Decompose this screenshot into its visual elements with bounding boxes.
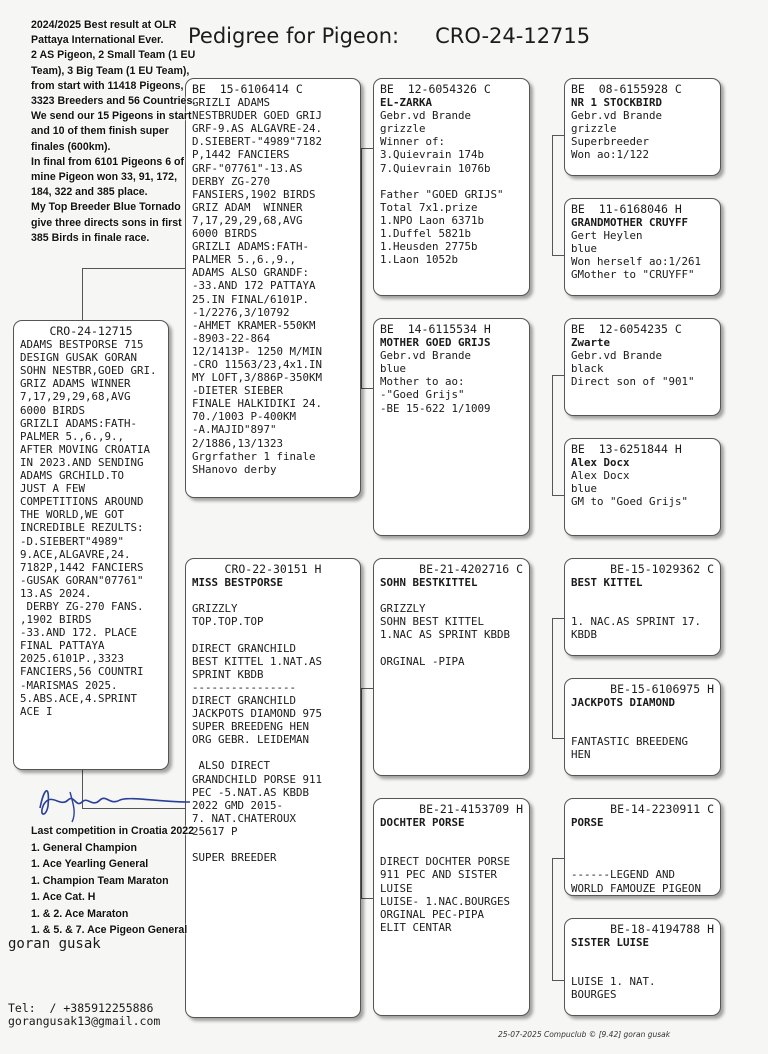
pedigree-text-line: SOHN BEST KITTEL <box>380 615 485 629</box>
pedigree-text-line: GRIZZLY <box>380 602 426 616</box>
pedigree-text-line: -GUSAK GORAN"07761" <box>20 573 144 587</box>
contact-tel: Tel: / +385912255886 <box>8 1001 154 1015</box>
pedigree-text-line: ADAMS ALSO GRANDF: <box>192 266 310 280</box>
sire-sire-name: EL-ZARKA <box>380 96 433 110</box>
pedigree-text-line: FANTASTIC BREEDENG <box>571 735 689 749</box>
dam-sire-ring: BE-21-4202716 C <box>419 562 523 576</box>
pedigree-text-line: -33.AND 172 PATTAYA <box>192 279 316 293</box>
pedigree-text-line <box>192 838 354 851</box>
pedigree-text-line: SUPER BREEDENG HEN <box>192 720 310 734</box>
pedigree-text-line: 1.NPO Laon 6371b <box>380 213 485 227</box>
pedigree-text-line: Winner of: <box>380 135 446 149</box>
pedigree-text-line: HEN <box>571 748 591 762</box>
pedigree-text-line <box>571 829 714 842</box>
pedigree-text-line <box>380 175 523 188</box>
pedigree-text-line: 1.Laon 1052b <box>380 253 459 267</box>
pedigree-text-line: ADAMS BESTPORSE 715 <box>20 338 144 352</box>
pedigree-text-line <box>571 842 714 855</box>
pedigree-text-line: SPRINT KBDB <box>192 667 264 681</box>
pedigree-text-line: GRANDCHILD PORSE 911 <box>192 772 323 786</box>
pedigree-text-line: 2022 GMD 2015- <box>192 798 284 812</box>
pedigree-text-line: -BE 15-622 1/1009 <box>380 401 491 415</box>
note-line: In final from 6101 Pigeons 6 of <box>31 155 185 168</box>
pedigree-text-line <box>192 589 354 602</box>
note-line: from start with 11418 Pigeons, <box>31 79 184 92</box>
pedigree-text-line: -8903-22-864 <box>192 331 271 345</box>
pedigree-text-line: INCREDIBLE REZULTS: <box>20 521 144 535</box>
pedigree-text-line: 12/1413P- 1250 M/MIN <box>192 344 323 358</box>
pedigree-text-line: GRIZLI ADAMS <box>192 96 271 110</box>
pedigree-text-line: ACE I <box>20 704 53 718</box>
pedigree-text-line: GRIZZLY <box>192 602 238 616</box>
pedigree-text-line: Gebr.vd Brande <box>380 349 472 363</box>
pedigree-text-line: -AHMET KRAMER-550KM <box>192 318 316 332</box>
achievement-item: Last competition in Croatia 2022 <box>31 825 195 837</box>
footer-credits: 25-07-2025 Compuclub © [9.42] goran gusak <box>498 1030 671 1039</box>
pedigree-text-line: DIRECT GRANCHILD <box>192 641 297 655</box>
dds-info <box>571 829 714 894</box>
connector-line <box>361 148 362 388</box>
pedigree-text-line: 25617 P <box>192 824 238 838</box>
pedigree-text-line: IN 2023.AND SENDING <box>20 455 144 469</box>
note-line: 2024/2025 Best result at OLR <box>31 19 177 31</box>
sire-sire-sire-card <box>564 78 721 176</box>
pedigree-text-line: DIRECT GRANCHILD <box>192 693 297 707</box>
pedigree-text-line: 3.Quievrain 174b <box>380 148 485 162</box>
pedigree-text-line: 2025.6101P.,3323 <box>20 652 125 666</box>
connector-line <box>552 618 553 738</box>
pedigree-text-line <box>571 709 714 722</box>
pedigree-text-line: 9.ACE,ALGAVRE,24. <box>20 547 131 561</box>
pedigree-text-line: LUISE <box>380 881 413 895</box>
sdd-ring: BE 13-6251844 H <box>571 442 682 456</box>
pedigree-text-line: Mother to ao: <box>380 375 465 389</box>
pedigree-text-line: 1.Heusden 2775b <box>380 240 478 254</box>
owner-name: goran gusak <box>8 936 101 952</box>
dam-name: MISS BESTPORSE <box>192 576 284 590</box>
dss-info <box>571 589 714 641</box>
pedigree-text-line: BOURGES <box>571 988 617 1002</box>
note-line: Pattaya International Ever. <box>31 34 164 47</box>
sds-ring: BE 12-6054235 C <box>571 322 682 336</box>
pedigree-text-line: 1.Duffel 5821b <box>380 227 472 241</box>
pedigree-text-line <box>192 628 354 641</box>
sire-sire-card <box>373 78 530 296</box>
connector-line <box>82 268 83 320</box>
note-line: We send our 15 Pigeons in start <box>31 110 192 123</box>
pedigree-text-line: -D.SIEBERT"4989" <box>20 534 125 548</box>
pedigree-text-line: grizzle <box>571 122 617 136</box>
note-line: mine Pigeon won 33, 91, 172, <box>31 171 178 184</box>
pedigree-text-line <box>192 746 354 759</box>
pedigree-text-line: Direct son of "901" <box>571 375 695 389</box>
dam-dam-name: DOCHTER PORSE <box>380 816 465 830</box>
pedigree-text-line: 7182P,1442 FANCIERS <box>20 560 144 574</box>
sire-dam-sire-card <box>564 318 721 416</box>
pedigree-text-line: Grgrfather 1 finale <box>192 449 316 463</box>
note-line: My Top Breeder Blue Tornado <box>31 201 181 214</box>
sire-sire-dam-card <box>564 198 721 296</box>
pedigree-text-line: Gebr.vd Brande <box>571 109 663 123</box>
pedigree-text-line: GRF-"07761"-13.AS <box>192 161 303 175</box>
pedigree-text-line: GRIZLI ADAMS:FATH- <box>20 416 138 430</box>
pedigree-text-line: ADAMS GRCHILD.TO <box>20 469 125 483</box>
pedigree-text-line: BEST KITTEL 1.NAT.AS <box>192 654 323 668</box>
note-line: 184, 322 and 385 place. <box>31 186 148 199</box>
dam-dam-ring: BE-21-4153709 H <box>419 802 523 816</box>
dds-name: PORSE <box>571 816 604 830</box>
pedigree-text-line: DERBY ZG-270 <box>192 174 271 188</box>
dam-sire-card <box>373 558 530 776</box>
pedigree-text-line: -"Goed Grijs" <box>380 388 465 402</box>
dsd-info <box>571 709 714 761</box>
pedigree-text-line: 6000 BIRDS <box>192 227 258 241</box>
sss-name: NR 1 STOCKBIRD <box>571 96 663 110</box>
pedigree-text-line: Superbreeder <box>571 135 650 149</box>
note-line: finales (600km). <box>31 140 111 153</box>
pedigree-text-line: blue <box>380 362 407 376</box>
achievement-item: 1. Ace Cat. H <box>31 891 96 903</box>
dam-sire-name: SOHN BESTKITTEL <box>380 576 478 590</box>
pedigree-text-line: LUISE- 1.NAC.BOURGES <box>380 894 511 908</box>
connector-line <box>552 135 553 255</box>
connector-line <box>82 268 186 269</box>
title-pigeon-id: CRO-24-12715 <box>435 24 591 48</box>
pedigree-text-line: Gebr.vd Brande <box>380 109 472 123</box>
pedigree-text-line: 7,17,29,29,68,AVG <box>20 390 131 404</box>
achievements-list <box>31 823 194 939</box>
pedigree-text-line: -MARISMAS 2025. <box>20 678 118 692</box>
pedigree-text-line: -A.MAJID"897" <box>192 423 277 437</box>
pedigree-text-line: D.SIEBERT-"4989"7182 <box>192 135 323 149</box>
sdd-name: Alex Docx <box>571 456 630 470</box>
dam-dam-info <box>380 829 523 934</box>
dam-sire-info <box>380 589 523 668</box>
pedigree-text-line: DESIGN GUSAK GORAN <box>20 351 138 365</box>
achievement-item: 1. Champion Team Maraton <box>31 874 169 887</box>
note-line: 3323 Breeders and 56 Countries. <box>31 95 196 108</box>
pedigree-text-line <box>380 842 523 855</box>
pedigree-text-line: grizzle <box>380 122 426 136</box>
subject-ring: CRO-24-12715 <box>49 324 133 338</box>
pedigree-text-line: ALSO DIRECT <box>192 759 271 773</box>
contact-info <box>8 1002 160 1028</box>
ssd-ring: BE 11-6168046 H <box>571 202 682 216</box>
sdd-info <box>571 469 714 508</box>
pedigree-text-line: GRIZ ADAMS WINNER <box>20 377 131 391</box>
dam-dam-dam-card <box>564 918 721 1016</box>
dsd-name: JACKPOTS DIAMOND <box>571 696 676 710</box>
pedigree-text-line: DERBY ZG-270 FANS. <box>20 599 144 613</box>
pedigree-text-line <box>380 829 523 842</box>
pedigree-text-line: P,1442 FANCIERS <box>192 148 290 162</box>
note-line: Team), 3 Big Team (1 EU Team), <box>31 64 190 77</box>
pedigree-text-line: DIRECT DOCHTER PORSE <box>380 855 511 869</box>
pedigree-text-line: FINALE HALKIDIKI 24. <box>192 397 323 411</box>
pedigree-text-line: PALMER 5.,6.,9., <box>20 429 125 443</box>
pedigree-text-line <box>571 855 714 868</box>
sire-sire-ring: BE 12-6054326 C <box>380 82 491 96</box>
pedigree-text-line: FANSIERS,1902 BIRDS <box>192 187 316 201</box>
pedigree-text-line: ELIT CENTAR <box>380 920 452 934</box>
pedigree-text-line: Won ao:1/122 <box>571 148 650 162</box>
sire-dam-card <box>373 318 530 536</box>
connector-line <box>361 688 362 898</box>
pedigree-text-line: 1. NAC.AS SPRINT 17. <box>571 615 702 629</box>
sire-sire-info <box>380 109 523 266</box>
pedigree-text-line: FINAL PATTAYA <box>20 639 105 653</box>
dam-dam-card <box>373 798 530 1016</box>
pedigree-text-line: 911 PEC AND SISTER <box>380 868 498 882</box>
dsd-ring: BE-15-6106975 H <box>610 682 714 696</box>
pedigree-text-line: LUISE 1. NAT. <box>571 975 656 989</box>
pedigree-text-line: FANCIERS,56 COUNTRI <box>20 665 144 679</box>
pedigree-text-line: GRIZ ADAM WINNER <box>192 200 303 214</box>
pedigree-text-line: blue <box>571 482 598 496</box>
pedigree-text-line: -33.AND 172. PLACE <box>20 626 138 640</box>
pedigree-text-line: Gert Heylen <box>571 229 643 243</box>
pedigree-text-line: 2/1886,13/1323 <box>192 436 284 450</box>
ddd-ring: BE-18-4194788 H <box>610 922 714 936</box>
sds-name: Zwarte <box>571 336 611 350</box>
pedigree-text-line: -CRO 11563/23,4x1.IN <box>192 357 323 371</box>
note-line: 2 AS Pigeon, 2 Small Team (1 EU <box>31 49 196 62</box>
pedigree-text-line: ORG GEBR. LEIDEMAN <box>192 733 310 747</box>
signature-image <box>30 778 200 828</box>
ssd-info <box>571 229 714 281</box>
pedigree-text-line: COMPETITIONS AROUND <box>20 495 144 509</box>
pedigree-text-line: 7,17,29,29,68,AVG <box>192 213 303 227</box>
pedigree-text-line: 6000 BIRDS <box>20 403 86 417</box>
subject-card <box>13 320 169 770</box>
sire-dam-ring: BE 14-6115534 H <box>380 322 491 336</box>
pedigree-text-line: ORGINAL PEC-PIPA <box>380 907 485 921</box>
pedigree-text-line: ------LEGEND AND <box>571 868 676 882</box>
pedigree-text-line: SHanovo derby <box>192 462 277 476</box>
pedigree-text-line: KBDB <box>571 628 598 642</box>
ssd-name: GRANDMOTHER CRUYFF <box>571 216 689 230</box>
pedigree-text-line: NESTBRUDER GOED GRIJ <box>192 109 323 123</box>
pedigree-text-line <box>380 642 523 655</box>
dss-ring: BE-15-1029362 C <box>610 562 714 576</box>
pedigree-text-line <box>571 589 714 602</box>
pedigree-text-line <box>571 722 714 735</box>
results-note <box>31 18 221 246</box>
pedigree-text-line: Gebr.vd Brande <box>571 349 663 363</box>
pedigree-text-line: -DIETER SIEBER <box>192 384 284 398</box>
pedigree-text-line <box>380 589 523 602</box>
pedigree-text-line: JUST A FEW <box>20 482 86 496</box>
subject-info <box>20 338 162 718</box>
pedigree-text-line: Father "GOED GRIJS" <box>380 187 504 201</box>
pedigree-text-line: blue <box>571 242 598 256</box>
pedigree-text-line: ,1902 BIRDS <box>20 613 92 627</box>
connector-line <box>552 375 553 495</box>
pedigree-text-line: 7. NAT.CHATEROUX <box>192 811 297 825</box>
pedigree-text-line: Alex Docx <box>571 469 630 483</box>
pedigree-text-line <box>571 949 714 962</box>
pedigree-text-line: PEC -5.NAT.AS KBDB <box>192 785 310 799</box>
dss-name: BEST KITTEL <box>571 576 643 590</box>
pedigree-text-line: 5.ABS.ACE,4.SPRINT <box>20 691 138 705</box>
pedigree-text-line: TOP.TOP.TOP <box>192 615 264 629</box>
ddd-info <box>571 949 714 1001</box>
pedigree-text-line: JACKPOTS DIAMOND 975 <box>192 707 323 721</box>
dam-dam-sire-card <box>564 798 721 896</box>
dam-ring: CRO-22-30151 H <box>224 562 322 576</box>
pedigree-text-line: 70./1003 P-400KM <box>192 410 297 424</box>
pedigree-text-line: GRF-9.AS ALGAVRE-24. <box>192 122 323 136</box>
dam-sire-sire-card <box>564 558 721 656</box>
pedigree-text-line <box>571 602 714 615</box>
achievement-item: 1. & 2. Ace Maraton <box>31 907 129 920</box>
pedigree-text-line: SOHN NESTBR,GOED GRI. <box>20 364 157 378</box>
pedigree-text-line: ---------------- <box>192 680 297 694</box>
pedigree-text-line: THE WORLD,WE GOT <box>20 508 125 522</box>
pedigree-text-line: black <box>571 362 604 376</box>
pedigree-text-line: Won herself ao:1/261 <box>571 255 702 269</box>
pedigree-text-line: ORGINAL -PIPA <box>380 654 465 668</box>
sire-dam-info <box>380 349 523 414</box>
achievement-item: 1. & 5. & 7. Ace Pigeon General <box>31 924 188 936</box>
title-label: Pedigree for Pigeon: <box>188 24 400 48</box>
ddd-name: SISTER LUISE <box>571 936 650 950</box>
note-line: 385 Birds in finale race. <box>31 231 150 244</box>
pedigree-text-line: SUPER BREEDER <box>192 851 277 865</box>
sss-ring: BE 08-6155928 C <box>571 82 682 96</box>
achievement-item: 1. General Champion <box>31 841 137 854</box>
sds-info <box>571 349 714 388</box>
pedigree-text-line: 1.NAC AS SPRINT KBDB <box>380 628 511 642</box>
dds-ring: BE-14-2230911 C <box>610 802 714 816</box>
pedigree-text-line: GMother to "CRUYFF" <box>571 268 695 282</box>
pedigree-text-line: WORLD FAMOUZE PIGEON <box>571 881 702 895</box>
sire-ring: BE 15-6106414 C <box>192 82 303 96</box>
pedigree-text-line: MY LOFT,3/886P-350KM <box>192 371 323 385</box>
pedigree-text-line: 13.AS 2024. <box>20 586 92 600</box>
sire-dam-name: MOTHER GOED GRIJS <box>380 336 491 350</box>
pedigree-text-line: PALMER 5.,6.,9., <box>192 253 297 267</box>
pedigree-text-line: Total 7x1.prize <box>380 200 478 214</box>
page-title <box>188 24 590 48</box>
pedigree-text-line: GRIZLI ADAMS:FATH- <box>192 240 310 254</box>
pedigree-text-line: AFTER MOVING CROATIA <box>20 442 151 456</box>
pedigree-text-line: 25.IN FINAL/6101P. <box>192 292 310 306</box>
note-line: and 10 of them finish super <box>31 125 169 138</box>
note-line: give three directs sons in first <box>31 216 182 229</box>
connector-line <box>552 858 553 980</box>
dam-card <box>185 558 361 1018</box>
pedigree-text-line: GM to "Goed Grijs" <box>571 495 689 509</box>
dam-sire-dam-card <box>564 678 721 776</box>
dam-info <box>192 589 354 864</box>
achievement-item: 1. Ace Yearling General <box>31 858 149 870</box>
pedigree-text-line <box>571 962 714 975</box>
sire-dam-dam-card <box>564 438 721 536</box>
sss-info <box>571 109 714 161</box>
pedigree-text-line: 7.Quievrain 1076b <box>380 161 491 175</box>
pedigree-text-line: -1/2276,3/10792 <box>192 305 290 319</box>
contact-email: gorangusak13@gmail.com <box>8 1014 161 1028</box>
